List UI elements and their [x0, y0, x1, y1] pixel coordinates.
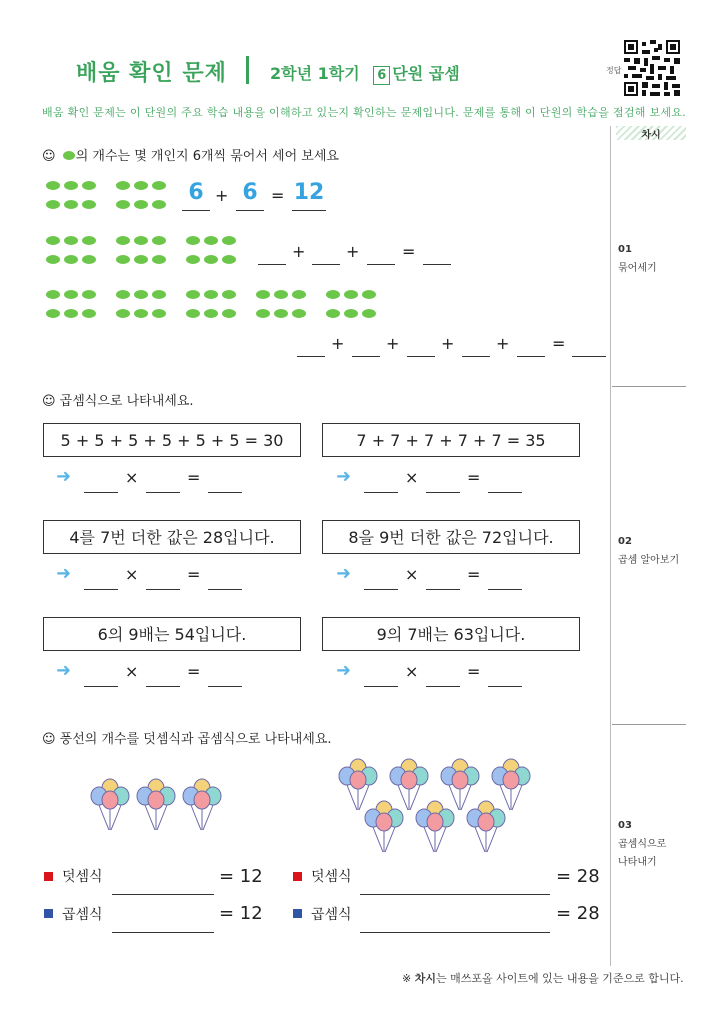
- blank-line[interactable]: [208, 492, 242, 493]
- green-dot: [116, 236, 130, 245]
- sidebar-item-label: 곱셈식으로: [618, 839, 667, 850]
- blank-line[interactable]: [258, 264, 286, 265]
- blank-line[interactable]: [488, 686, 522, 687]
- expression-box: 8을 9번 더한 값은 72입니다.: [322, 520, 580, 554]
- question-1-text: 의 개수는 몇 개인지 6개씩 묶어서 세어 보세요: [75, 149, 339, 164]
- green-dot: [46, 309, 60, 318]
- expression-box: 6의 9배는 54입니다.: [43, 617, 301, 651]
- green-dot: [222, 255, 236, 264]
- blank-line[interactable]: [236, 210, 264, 211]
- blank-line[interactable]: [364, 492, 398, 493]
- blank-line[interactable]: [364, 589, 398, 590]
- footnote: [402, 970, 684, 986]
- blue-square-icon: [293, 909, 302, 918]
- blank-line[interactable]: [488, 589, 522, 590]
- arrow-icon: ➜: [56, 563, 72, 584]
- multiplication-result: = 12: [219, 903, 263, 924]
- grade-label: 2학년 1학기: [270, 64, 360, 83]
- green-dot: [326, 309, 340, 318]
- question-3: ☺ 풍선의 개수를 덧셈식과 곱셈식으로 나타내세요.: [42, 732, 332, 747]
- green-dot: [134, 200, 148, 209]
- answer-line[interactable]: [112, 894, 214, 895]
- green-dot: [46, 290, 60, 299]
- green-dot: [82, 200, 96, 209]
- green-dot: [186, 236, 200, 245]
- plus-sign: +: [331, 334, 345, 353]
- footnote-prefix: ※: [402, 972, 415, 985]
- arrow-icon: ➜: [56, 660, 72, 681]
- green-dot: [64, 290, 78, 299]
- green-dot-icon: [63, 151, 75, 160]
- expression-box: 9의 7배는 63입니다.: [322, 617, 580, 651]
- green-dot: [116, 255, 130, 264]
- blue-square-icon: [44, 909, 53, 918]
- green-dot: [152, 236, 166, 245]
- blank-line[interactable]: [292, 210, 326, 211]
- blank-line[interactable]: [208, 686, 242, 687]
- green-dot: [274, 309, 288, 318]
- question-2: ☺ 곱셈식으로 나타내세요.: [42, 394, 194, 409]
- green-dot: [82, 255, 96, 264]
- arrow-icon: ➜: [336, 660, 352, 681]
- blank-line[interactable]: [488, 492, 522, 493]
- green-dot: [64, 309, 78, 318]
- answer-line[interactable]: [360, 894, 550, 895]
- blank-line[interactable]: [367, 264, 395, 265]
- green-dot: [116, 309, 130, 318]
- green-dot: [82, 236, 96, 245]
- blank-line[interactable]: [84, 589, 118, 590]
- sidebar-item-num: 03: [618, 820, 632, 831]
- multiplication-label: 곱셈식: [311, 907, 352, 923]
- green-dot: [46, 236, 60, 245]
- times-sign: ×: [405, 468, 419, 487]
- green-dot: [256, 290, 270, 299]
- blank-line[interactable]: [146, 686, 180, 687]
- green-dot: [152, 255, 166, 264]
- balloon-bunch-icon: [413, 798, 457, 854]
- green-dot: [64, 181, 78, 190]
- green-dot: [292, 309, 306, 318]
- green-dot: [116, 181, 130, 190]
- blank-line[interactable]: [84, 492, 118, 493]
- qr-code-icon[interactable]: [624, 40, 680, 96]
- sidebar-item-label: 묶어세기: [618, 263, 657, 274]
- green-dot: [82, 290, 96, 299]
- blank-line[interactable]: [426, 589, 460, 590]
- green-dot: [344, 290, 358, 299]
- balloon-bunch-icon: [464, 798, 508, 854]
- green-dot: [134, 255, 148, 264]
- multiplication-label: 곱셈식: [62, 907, 103, 923]
- sidebar-item-num: 02: [618, 536, 632, 547]
- green-dot: [186, 290, 200, 299]
- equals-sign: =: [187, 662, 201, 681]
- footnote-text: 는 매쓰포올 사이트에 있는 내용을 기준으로 합니다.: [435, 972, 684, 985]
- green-dot: [134, 309, 148, 318]
- sidebar-separator: [612, 724, 686, 725]
- green-dot: [46, 200, 60, 209]
- green-dot: [64, 200, 78, 209]
- green-dot: [204, 255, 218, 264]
- green-dot: [82, 309, 96, 318]
- green-dot: [186, 255, 200, 264]
- blank-line[interactable]: [312, 264, 340, 265]
- expression-box: 5 + 5 + 5 + 5 + 5 + 5 = 30: [43, 423, 301, 457]
- equals-sign: =: [187, 468, 201, 487]
- blank-line[interactable]: [423, 264, 451, 265]
- footnote-bold: 차시: [414, 972, 436, 985]
- equals-sign: =: [402, 242, 416, 261]
- equals-sign: =: [467, 565, 481, 584]
- blank-line[interactable]: [426, 492, 460, 493]
- blank-line[interactable]: [426, 686, 460, 687]
- green-dot: [344, 309, 358, 318]
- times-sign: ×: [405, 662, 419, 681]
- green-dot: [292, 290, 306, 299]
- equals-sign: =: [552, 334, 566, 353]
- green-dot: [152, 290, 166, 299]
- green-dot: [46, 255, 60, 264]
- blank-line[interactable]: [208, 589, 242, 590]
- blank-line[interactable]: [517, 356, 545, 357]
- green-dot: [152, 200, 166, 209]
- green-dot: [222, 290, 236, 299]
- plus-sign: +: [386, 334, 400, 353]
- question-1: [42, 145, 339, 164]
- balloon-bunch-icon: [362, 798, 406, 854]
- red-square-icon: [44, 872, 53, 881]
- blank-line[interactable]: [572, 356, 606, 357]
- green-dot: [152, 181, 166, 190]
- balloon-bunch-icon: [180, 776, 224, 832]
- answer-addend-2: 6: [242, 180, 258, 205]
- answer-addend-1: 6: [188, 180, 204, 205]
- equals-sign: =: [187, 565, 201, 584]
- plus-sign: +: [346, 242, 360, 261]
- blank-line[interactable]: [352, 356, 380, 357]
- green-dot: [222, 309, 236, 318]
- blank-line[interactable]: [364, 686, 398, 687]
- answer-line[interactable]: [112, 932, 214, 933]
- sidebar-item-num: 01: [618, 244, 632, 255]
- green-dot: [362, 309, 376, 318]
- expression-box: 4를 7번 더한 값은 28입니다.: [43, 520, 301, 554]
- addition-label: 덧셈식: [62, 869, 103, 885]
- blank-line[interactable]: [407, 356, 435, 357]
- arrow-icon: ➜: [336, 563, 352, 584]
- balloon-bunch-icon: [88, 776, 132, 832]
- addition-result: = 28: [556, 866, 600, 887]
- sidebar-separator: [612, 386, 686, 387]
- green-dot: [362, 290, 376, 299]
- blank-line[interactable]: [146, 589, 180, 590]
- blank-line[interactable]: [182, 210, 210, 211]
- times-sign: ×: [125, 565, 139, 584]
- times-sign: ×: [125, 468, 139, 487]
- answer-sum: 12: [293, 180, 325, 205]
- sidebar-divider: [610, 126, 611, 966]
- intro-text: 배움 확인 문제는 이 단원의 주요 학습 내용을 이해하고 있는지 확인하는 문제입니다. 문제를 통해 이 단원의 학습을 점검해 보세요.: [42, 106, 687, 119]
- page-title: 배움 확인 문제: [76, 61, 227, 86]
- addition-result: = 12: [219, 866, 263, 887]
- green-dot: [326, 290, 340, 299]
- plus-sign: +: [292, 242, 306, 261]
- title-divider: [246, 56, 249, 84]
- chasi-header: 차시: [616, 126, 686, 140]
- green-dot: [152, 309, 166, 318]
- unit-label: 단원 곱셈: [392, 64, 460, 83]
- sidebar-item-label: 나타내기: [618, 857, 657, 868]
- green-dot: [134, 290, 148, 299]
- green-dot: [222, 236, 236, 245]
- answer-line[interactable]: [360, 932, 550, 933]
- arrow-icon: ➜: [56, 466, 72, 487]
- equals-sign: =: [467, 662, 481, 681]
- blank-line[interactable]: [297, 356, 325, 357]
- arrow-icon: ➜: [336, 466, 352, 487]
- unit-number: 6: [373, 66, 390, 85]
- green-dot: [116, 290, 130, 299]
- blank-line[interactable]: [462, 356, 490, 357]
- sidebar-item-label: 곱셈 알아보기: [618, 555, 680, 566]
- smile-icon: ☺: [42, 149, 56, 164]
- green-dot: [274, 290, 288, 299]
- green-dot: [116, 200, 130, 209]
- plus-sign: +: [496, 334, 510, 353]
- plus-sign: +: [215, 186, 229, 205]
- equals-sign: =: [467, 468, 481, 487]
- expression-box: 7 + 7 + 7 + 7 + 7 = 35: [322, 423, 580, 457]
- green-dot: [204, 309, 218, 318]
- balloon-bunch-icon: [134, 776, 178, 832]
- green-dot: [186, 309, 200, 318]
- plus-sign: +: [441, 334, 455, 353]
- green-dot: [134, 181, 148, 190]
- times-sign: ×: [125, 662, 139, 681]
- page-subtitle: [270, 61, 460, 85]
- multiplication-result: = 28: [556, 903, 600, 924]
- red-square-icon: [293, 872, 302, 881]
- green-dot: [64, 255, 78, 264]
- blank-line[interactable]: [146, 492, 180, 493]
- green-dot: [46, 181, 60, 190]
- green-dot: [82, 181, 96, 190]
- green-dot: [134, 236, 148, 245]
- addition-label: 덧셈식: [311, 869, 352, 885]
- answer-label: 정답: [606, 66, 622, 75]
- times-sign: ×: [405, 565, 419, 584]
- green-dot: [204, 236, 218, 245]
- green-dot: [64, 236, 78, 245]
- green-dot: [204, 290, 218, 299]
- green-dot: [256, 309, 270, 318]
- equals-sign: =: [271, 186, 285, 205]
- blank-line[interactable]: [84, 686, 118, 687]
